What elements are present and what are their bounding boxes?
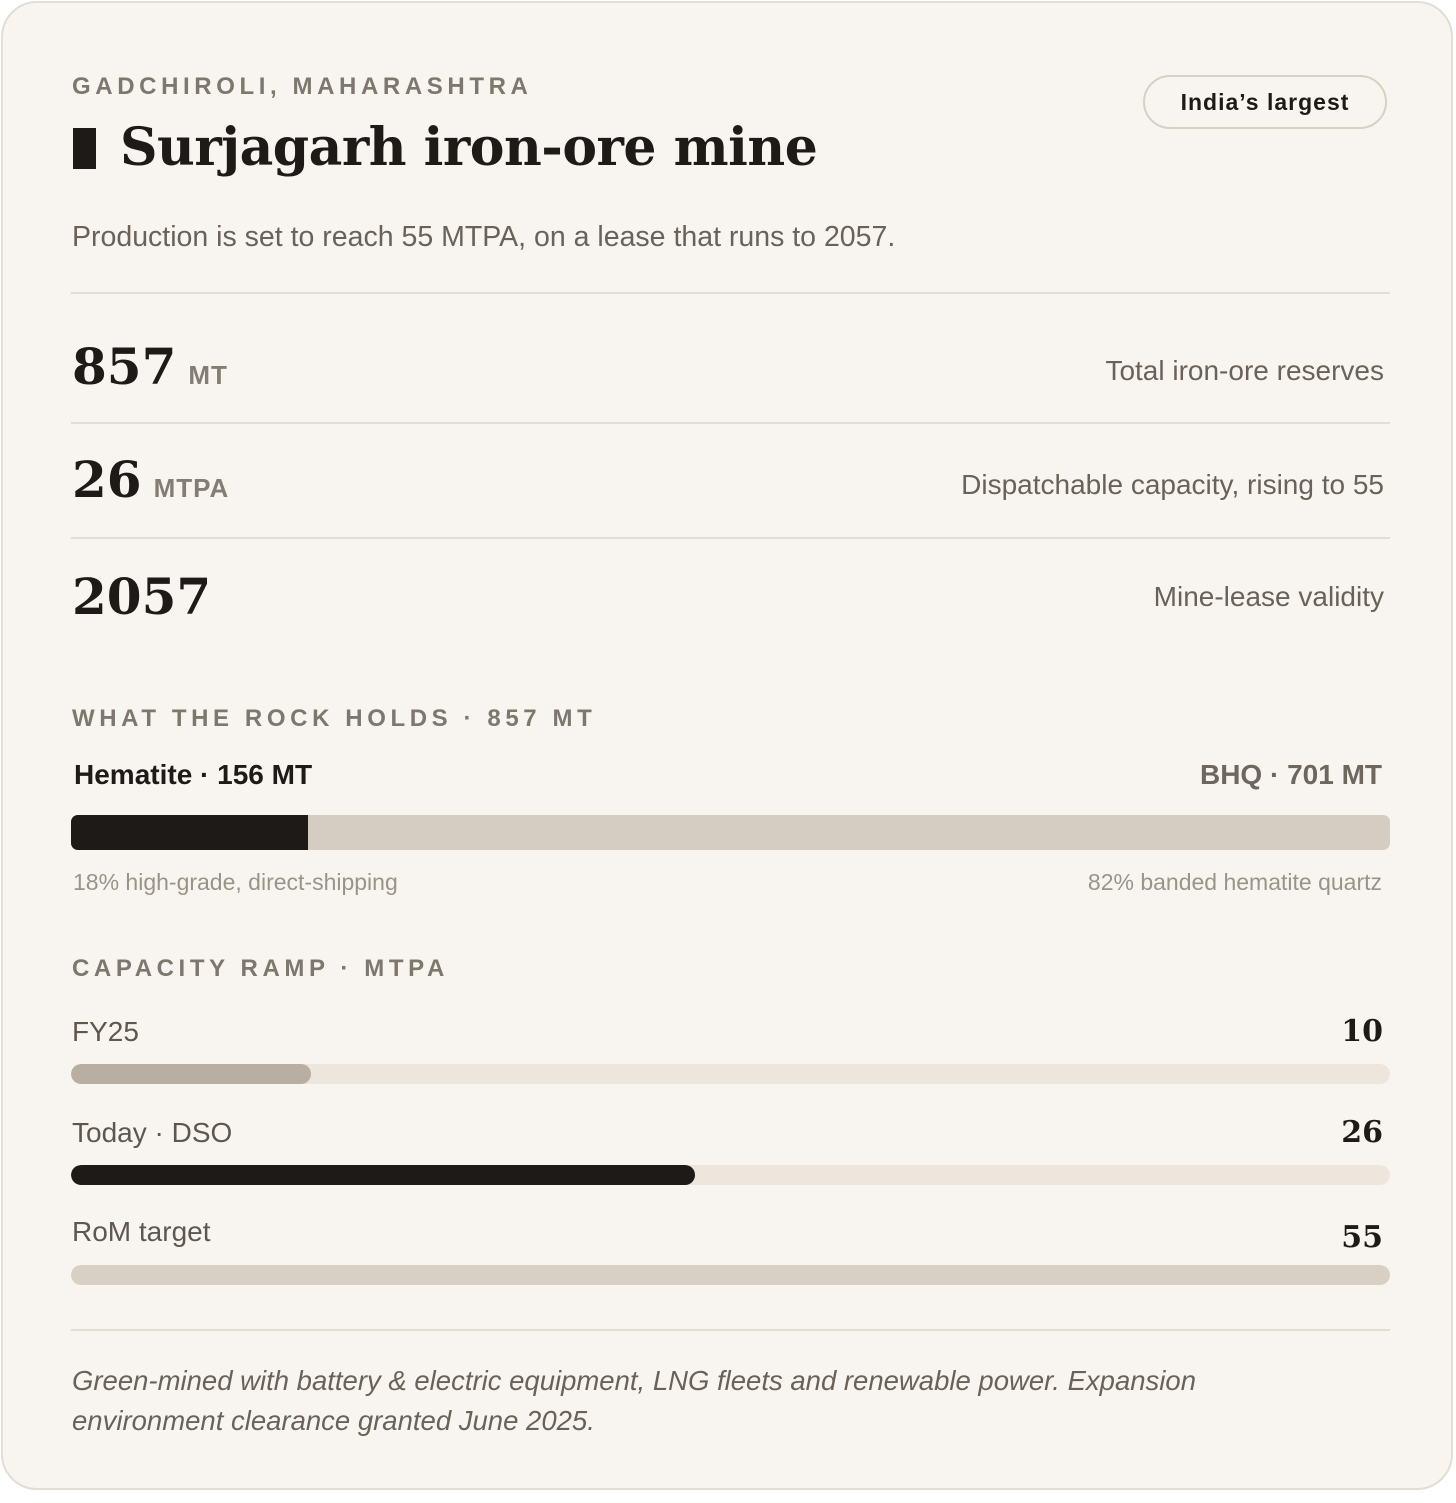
hematite-note: 18% high-grade, direct-shipping	[73, 869, 398, 895]
stat-number: 26	[72, 450, 142, 509]
ramp-fill-fy25	[71, 1064, 311, 1084]
composition-section-label: WHAT THE ROCK HOLDS · 857 MT	[72, 705, 597, 732]
hematite-share-fill	[71, 815, 308, 850]
ramp-track	[71, 1165, 1390, 1185]
stat-number: 857	[72, 337, 177, 396]
ramp-fill-today	[71, 1165, 695, 1185]
divider	[71, 292, 1390, 294]
ramp-track	[71, 1265, 1390, 1285]
hematite-label: Hematite · 156 MT	[74, 759, 313, 790]
ramp-row-label: FY25	[72, 1016, 139, 1047]
stat-number: 2057	[72, 567, 212, 626]
divider	[71, 537, 1390, 539]
stat-lease-value	[72, 567, 211, 627]
stat-capacity-label: Dispatchable capacity, rising to 55	[961, 469, 1384, 500]
bhq-label: BHQ · 701 MT	[1199, 759, 1382, 790]
divider	[71, 1329, 1390, 1331]
stat-lease-label: Mine-lease validity	[1153, 581, 1384, 612]
ramp-row-value: 26	[1341, 1115, 1383, 1150]
stat-unit: MT	[188, 360, 228, 390]
title-marker	[73, 128, 96, 169]
mine-card	[1, 1, 1453, 1490]
ramp-track	[71, 1064, 1390, 1084]
largest-badge: India’s largest	[1143, 75, 1387, 129]
ramp-section-label: CAPACITY RAMP · MTPA	[72, 955, 449, 982]
composition-bar	[71, 815, 1390, 850]
card-subtitle: Production is set to reach 55 MTPA, on a lease that runs to 2057.	[72, 221, 896, 253]
ramp-row-label: RoM target	[72, 1216, 211, 1247]
ramp-fill-rom-target	[71, 1265, 1390, 1285]
divider	[71, 422, 1390, 424]
ramp-row-value: 10	[1341, 1014, 1383, 1049]
stat-reserves-value	[72, 337, 228, 405]
stat-unit: MTPA	[153, 473, 230, 503]
stat-reserves-label: Total iron-ore reserves	[1105, 355, 1384, 386]
stat-capacity-value	[72, 450, 229, 518]
footnote: Green-mined with battery & electric equipment, LNG fleets and renewable power. Expansion environment clearance granted June 2025.	[72, 1365, 1197, 1436]
ramp-row-value: 55	[1341, 1220, 1383, 1255]
card-title: Surjagarh iron-ore mine	[120, 117, 818, 178]
ramp-row-label: Today · DSO	[72, 1117, 233, 1148]
bhq-note: 82% banded hematite quartz	[1087, 869, 1382, 895]
location-eyebrow: GADCHIROLI, MAHARASHTRA	[72, 73, 533, 100]
